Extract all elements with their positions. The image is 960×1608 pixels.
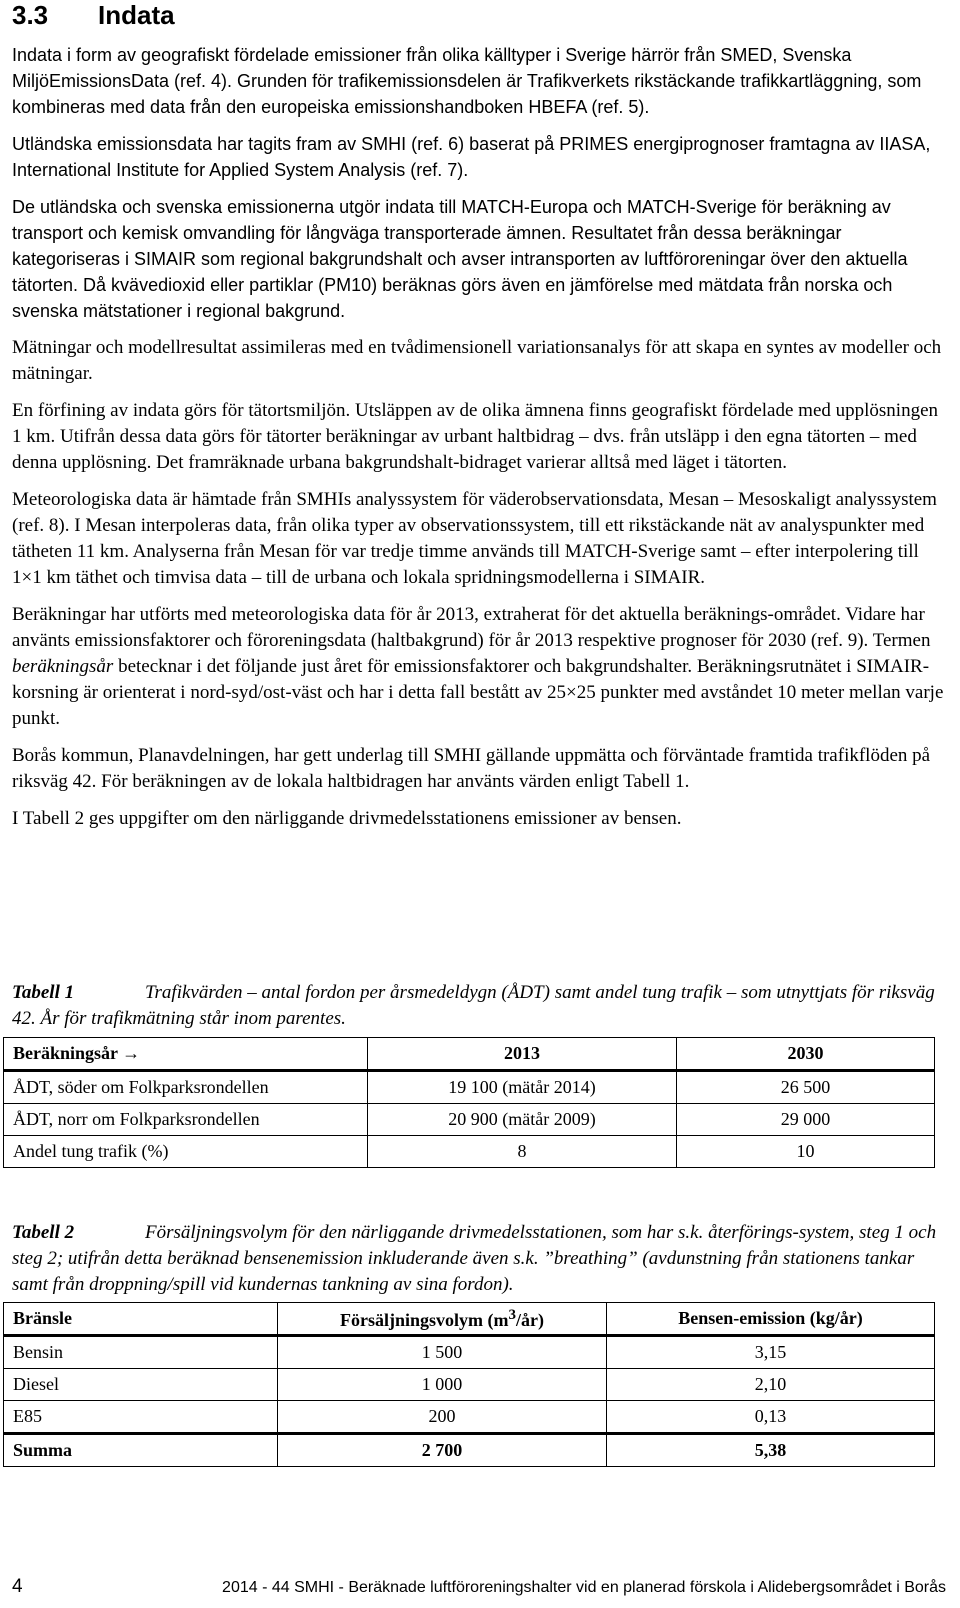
- table-row: [4, 1071, 935, 1104]
- paragraph-4: Mätningar och modellresultat assimileras med en tvådimensionell variationsanalys för att skapa en syntes av modeller och mätningar.: [12, 337, 942, 384]
- table-row: [4, 1136, 935, 1168]
- table-row: [4, 1401, 935, 1434]
- table-cell: 2,10: [607, 1369, 935, 1401]
- table-cell: 20 900 (mätår 2009): [368, 1104, 677, 1136]
- body-text: [12, 42, 952, 843]
- table1-header-cell: 2013: [368, 1038, 677, 1071]
- table-cell: Andel tung trafik (%): [4, 1136, 368, 1168]
- paragraph-7-before: Beräkningar har utförts med meteorologiska data för år 2013, extraherat för det aktuella beräknings-området. Vidare har använts emissionsfaktorer och föroreningsdata (haltbakgrund) för år 2013 respektive prognoser för 2030 (ref. 9). Termen: [12, 604, 931, 651]
- paragraph-1: Indata i form av geografiskt fördelade emissioner från olika källtyper i Sverige härrör från SMED, Svenska MiljöEmissionsData (ref. 4). Grunden för trafikemissionsdelen är Trafikverkets rikstäckande trafikkartläggning, som kombineras med data från den europeiska emissionshandboken HBEFA (ref. 5).: [12, 45, 922, 117]
- footer-text: 2014 - 44 SMHI - Beräknade luftföroreningshalter vid en planerad förskola i Alidebergsområdet i Borås: [222, 1579, 946, 1596]
- paragraph-7: [12, 602, 952, 732]
- table2-header-cell: [278, 1303, 607, 1336]
- table-cell: Diesel: [4, 1369, 278, 1401]
- table2-caption-text: Försäljningsvolym för den närliggande drivmedelsstationen, som har s.k. återförings-system, steg 1 och steg 2; utifrån detta beräknad bensenemission inkluderande även s.k. ”breathing” (avdunstning från stationens tankar samt från droppning/spill vid kundernas tankning av sina fordon).: [12, 1222, 937, 1295]
- table1-caption: [12, 980, 942, 1032]
- table2: [3, 1302, 935, 1467]
- table-cell: 2 700: [278, 1434, 607, 1467]
- table1-header-row: [4, 1038, 935, 1071]
- page-number: 4: [12, 1576, 23, 1597]
- table1-header-cell: Beräkningsår →: [4, 1038, 368, 1071]
- table-cell: Summa: [4, 1434, 278, 1467]
- section-heading: [12, 0, 175, 30]
- table2-label: Tabell 2: [12, 1222, 75, 1243]
- table-cell: 1 000: [278, 1369, 607, 1401]
- section-title: Indata: [98, 0, 175, 30]
- table1-label: Tabell 1: [12, 982, 75, 1003]
- table2-header-row: [4, 1303, 935, 1336]
- header-superscript: 3: [508, 1306, 516, 1323]
- header-text: Försäljningsvolym (m: [340, 1309, 509, 1330]
- paragraph-5: En förfining av indata görs för tätortsmiljön. Utsläppen av de olika ämnena finns geografiskt fördelade med upplösningen 1 km. Utifrån dessa data görs för tätorter beräkningar av urbant haltbidrag – dvs. från utsläpp i den egna tätorten – med denna upplösning. Det framräknade urbana bakgrundshalt-bidraget varierar alltså med läget i tätorten.: [12, 400, 939, 473]
- table-cell: 1 500: [278, 1336, 607, 1369]
- table-cell: 26 500: [677, 1071, 935, 1104]
- section-number: 3.3: [12, 0, 49, 30]
- table-cell: Bensin: [4, 1336, 278, 1369]
- table-cell: 200: [278, 1401, 607, 1434]
- table-cell: ÅDT, söder om Folkparksrondellen: [4, 1071, 368, 1104]
- page-footer: [0, 1576, 960, 1604]
- table2-header-cell: Bensen-emission (kg/år): [607, 1303, 935, 1336]
- table-cell: ÅDT, norr om Folkparksrondellen: [4, 1104, 368, 1136]
- table-cell: 5,38: [607, 1434, 935, 1467]
- paragraph-7-after: betecknar i det följande just året för emissionsfaktorer och bakgrundshalter. Beräkningsrutnätet i SIMAIR-korsning är orienterat i nord-syd/ost-väst och har i detta fall bestått av 25×25 punkter med avståndet 10 meter mellan varje punkt.: [12, 656, 944, 729]
- table2-header-cell: Bränsle: [4, 1303, 278, 1336]
- table-row: [4, 1104, 935, 1136]
- paragraph-2: Utländska emissionsdata har tagits fram av SMHI (ref. 6) baserat på PRIMES energiprognoser framtagna av IIASA, International Institute for Applied System Analysis (ref. 7).: [12, 134, 931, 180]
- table-row: [4, 1336, 935, 1369]
- table-cell: 19 100 (mätår 2014): [368, 1071, 677, 1104]
- paragraph-8: Borås kommun, Planavdelningen, har gett underlag till SMHI gällande uppmätta och förväntade framtida trafikflöden på riksväg 42. För beräkningen av de lokala haltbidragen har använts värden enligt Tabell 1.: [12, 745, 931, 792]
- table-total-row: [4, 1434, 935, 1467]
- table2-caption: [12, 1220, 942, 1298]
- header-text: /år): [516, 1309, 544, 1330]
- paragraph-3: De utländska och svenska emissionerna utgör indata till MATCH-Europa och MATCH-Sverige för beräkning av transport och kemisk omvandling för långväga transporterade ämnen. Resultatet från dessa beräkningar kategoriseras i SIMAIR som regional bakgrundshalt och avser intransporten av luftföroreningar över den aktuella tätorten. Då kvävedioxid eller partiklar (PM10) beräknas görs även en jämförelse med mätdata från norska och svenska mätstationer i regional bakgrund.: [12, 197, 908, 321]
- table1-header-cell: 2030: [677, 1038, 935, 1071]
- table-cell: 8: [368, 1136, 677, 1168]
- table-cell: E85: [4, 1401, 278, 1434]
- table1: [3, 1037, 935, 1168]
- term-berakningsar: beräkningsår: [12, 656, 114, 677]
- paragraph-9: I Tabell 2 ges uppgifter om den närliggande drivmedelsstationens emissioner av bensen.: [12, 808, 682, 829]
- table-cell: 29 000: [677, 1104, 935, 1136]
- paragraph-6: Meteorologiska data är hämtade från SMHIs analyssystem för väderobservationsdata, Mesan – Mesoskaligt analyssystem (ref. 8). I Mesan interpoleras data, från olika typer av observationssystem, till ett rikstäckande nät av analyspunkter med tätheten 11 km. Analyserna från Mesan för var tredje timme används till MATCH-Sverige samt – efter interpolering till 1×1 km täthet och timvisa data – till de urbana och lokala spridningsmodellerna i SIMAIR.: [12, 489, 937, 588]
- table-cell: 10: [677, 1136, 935, 1168]
- table-cell: 3,15: [607, 1336, 935, 1369]
- table-row: [4, 1369, 935, 1401]
- table-cell: 0,13: [607, 1401, 935, 1434]
- table1-caption-text: Trafikvärden – antal fordon per årsmedeldygn (ÅDT) samt andel tung trafik – som utnyttjats för riksväg 42. År för trafikmätning står inom parentes.: [12, 982, 935, 1029]
